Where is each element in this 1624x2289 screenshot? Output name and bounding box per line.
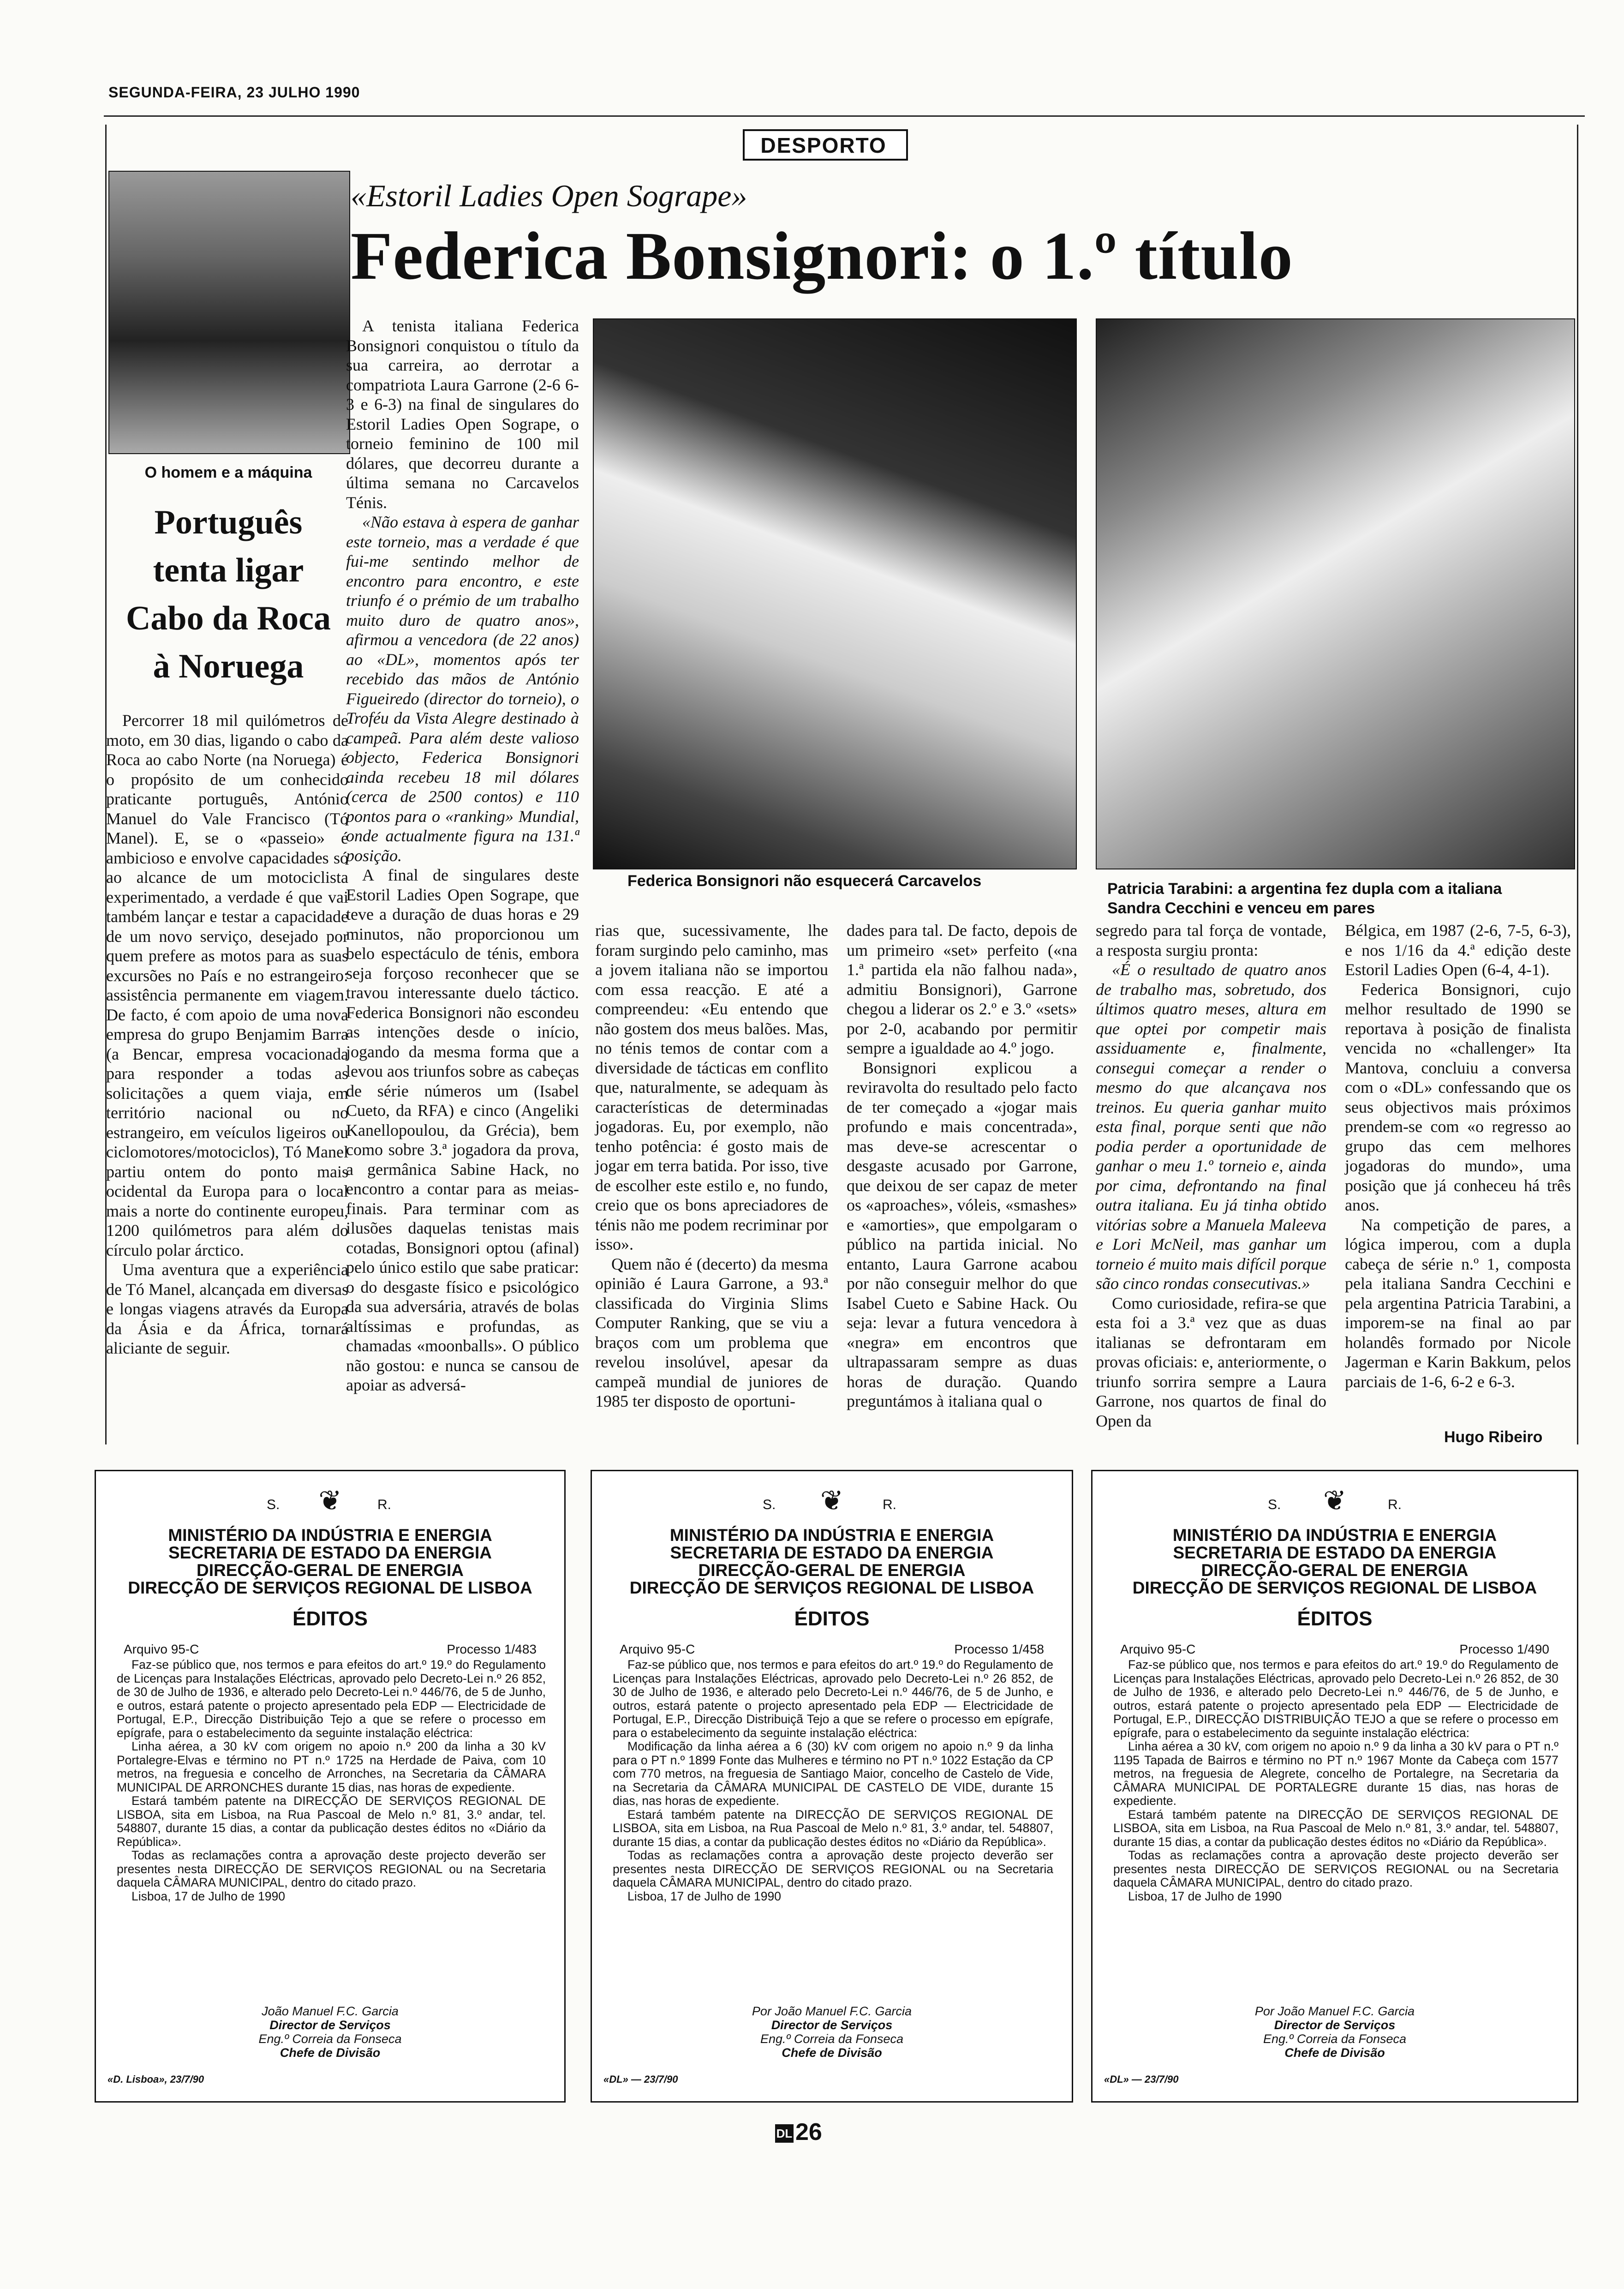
sig-line: Chefe de Divisão: [1284, 2046, 1385, 2060]
ad-reference-row: [1120, 1642, 1549, 1657]
ad-heading-line: MINISTÉRIO DA INDÚSTRIA E ENERGIA: [1172, 1526, 1497, 1545]
paragraph: Como curiosidade, refira-se que esta foi a 3.ª vez que as duas italianas se defrontaram em provas oficiais: e, anteriormente, o triunfo sorrira sempre a Laura Garrone, nos quartos de final do Open da: [1096, 1294, 1326, 1430]
ad-heading-line: DIRECÇÃO-GERAL DE ENERGIA: [1201, 1561, 1469, 1580]
side-story-title: [108, 498, 348, 690]
side-title-line: Português: [154, 503, 303, 541]
paragraph: Quem não é (decerto) da mesma opinião é Laura Garrone, a 93.ª classificada do Virginia Slims Computer Ranking, que se viu a braços com um problema que revelou insolúvel, apesar da campeã mundial de juniores de 1985 ter disposto de oportuni-: [595, 1254, 828, 1410]
sig-line: Eng.º Correia da Fonseca: [1263, 2032, 1407, 2046]
paragraph: Estará também patente na DIRECÇÃO DE SERVIÇOS REGIONAL DE LISBOA, sita em Lisboa, na Rua Pascoal de Melo n.º 81, 3.º andar, tel. 548807, durante 15 dias, a contar da publicação destes éditos no «Diário da República».: [117, 1794, 546, 1849]
ad-r-letter: R.: [1388, 1497, 1402, 1512]
paragraph: segredo para tal força de vontade, a resposta surgiu pronta:: [1096, 921, 1326, 959]
paragraph: Percorrer 18 mil quilómetros de moto, em 30 dias, ligando o cabo da Roca ao cabo Norte (na Noruega) é o propósito de um conhecido praticante português, António Manuel do Vale Francisco (Tó Manel). E, se o «passeio» é ambicioso e envolve capacidades só ao alcance de um motociclista experimentado, a verdade é que vai também lançar e testar a capacidade de um novo serviço, desejado por quem prefere as motos para as suas excursões no País e no estrangeiro: assistência permanente em viagem. De facto, é com apoio de uma nova empresa do grupo Benjamim Barra (a Bencar, empresa vocacionada para responder a todas as solicitações a quem viaja, em território nacional ou no estrangeiro, em veículos ligeiros ou ciclomotores/motociclos), Tó Manel partiu ontem do ponto mais ocidental da Europa para o local mais a norte do continente europeu, 1200 quilómetros para além do círculo polar árctico.: [106, 711, 348, 1259]
paragraph: Todas as reclamações contra a aprovação deste projecto deverão ser presentes nesta DIRECÇÃO DE SERVIÇOS REGIONAL ou na Secretaria daquela CÂMARA MUNICIPAL, dentro do citado prazo.: [1113, 1848, 1558, 1889]
ad-heading-line: SECRETARIA DE ESTADO DA ENERGIA: [168, 1543, 492, 1562]
ad-body: [1113, 1658, 1558, 1903]
ad-date: Lisboa, 17 de Julho de 1990: [1128, 1889, 1282, 1903]
sig-line: Chefe de Divisão: [280, 2046, 381, 2060]
ad-editos-title: ÉDITOS: [292, 1607, 368, 1630]
article-column-2: [595, 921, 828, 1411]
ad-body: [117, 1658, 546, 1903]
ad-arquivo: Arquivo 95-C: [1120, 1642, 1196, 1656]
ad-editos-title: ÉDITOS: [794, 1607, 870, 1630]
paragraph: Faz-se público que, nos termos e para efeitos do art.º 19.º do Regulamento de Licenças para Instalações Eléctricas, aprovado pelo Decreto-Lei n.º 26 852, de 30 de Julho de 1936, e alterado pelo Decreto-Lei n.º 446/76, de 5 de Junho, e outros, estará patente o projecto apresentado pela EDP — Electricidade de Portugal, E.P., DIRECÇÃO DISTRIBUIÇÃO TEJO a que se refere o processo em epígrafe, para o estabelecimento da seguinte instalação eléctrica:: [1113, 1658, 1558, 1740]
ad-heading: [96, 1527, 564, 1597]
article-column-5: [1345, 921, 1571, 1391]
ad-heading-line: DIRECÇÃO DE SERVIÇOS REGIONAL DE LISBOA: [629, 1578, 1034, 1597]
ad-r-letter: R.: [377, 1497, 391, 1512]
ad-date: Lisboa, 17 de Julho de 1990: [627, 1889, 781, 1903]
ad-processo: Processo 1/490: [1459, 1642, 1549, 1656]
ad-signature: [1093, 2004, 1577, 2060]
edict-notice-1: [95, 1470, 566, 2103]
section-label: DESPORTO: [760, 133, 887, 157]
side-story-body: [106, 711, 348, 1358]
side-title-line: Cabo da Roca: [125, 599, 331, 637]
ad-reference-row: [124, 1642, 537, 1657]
coat-of-arms-icon: ❦: [1323, 1485, 1347, 1516]
ad-footer: «D. Lisboa», 23/7/90: [107, 2073, 204, 2085]
sig-line: Director de Serviços: [771, 2018, 893, 2032]
article-column-4: [1096, 921, 1326, 1431]
ad-heading: [1093, 1527, 1577, 1597]
paragraph: rias que, sucessivamente, lhe foram surgindo pelo caminho, mas a jovem italiana não se importou com essa reacção. E até a compreendeu: «Eu entendo que não gostem dos meus balões. Mas, no ténis temos de contar com a diversidade de tácticas em conflito que, naturalmente, se adequam às características de determinadas jogadoras. Eu, por exemplo, não tenho potência: é gosto mais de jogar em terra batida. Por isso, tive de escolher este estilo e, no fundo, creio que os bons apreciadores de ténis não me podem recriminar por isso».: [595, 921, 828, 1253]
paragraph: Bélgica, em 1987 (2-6, 7-5, 6-3), e nos 1/16 da 4.ª edição deste Estoril Ladies Open (6-4, 4-1).: [1345, 921, 1571, 979]
sig-line: Por João Manuel F.C. Garcia: [752, 2004, 912, 2018]
ad-s-letter: S.: [267, 1497, 280, 1512]
motorcycle-photo: [108, 171, 350, 454]
federica-photo-caption: Federica Bonsignori não esquecerá Carcavelos: [627, 872, 982, 890]
edict-notice-2: [591, 1470, 1073, 2103]
paragraph: Linha aérea a 30 kV, com origem no apoio n.º 9 da linha a 30 kV para o PT n.º 1195 Tapada de Bairros e término no PT n.º 1967 Monte da Cabeça com 1577 metros, na freguesia de Alegrete, concelho de Portalegre, na Secretaria da CÂMARA MUNICIPAL DE PORTALEGRE durante 15 dias, nas horas de expediente.: [1113, 1739, 1558, 1808]
sig-line: Eng.º Correia da Fonseca: [258, 2032, 402, 2046]
ad-date: Lisboa, 17 de Julho de 1990: [131, 1889, 285, 1903]
paragraph: Uma aventura que a experiência de Tó Manel, alcançada em diversas e longas viagens através da Europa da Ásia e da África, tornará aliciante de seguir.: [106, 1260, 348, 1357]
article-byline: Hugo Ribeiro: [1444, 1428, 1543, 1446]
paragraph: Faz-se público que, nos termos e para efeitos do art.º 19.º do Regulamento de Licenças para Instalações Eléctricas, aprovado pelo Decreto-Lei n.º 26 852, de 30 de Julho de 1936, e alterado pelo Decreto-Lei n.º 446/76, de 5 de Junho, e outros, estará patente o projecto apresentado pela EDP — Electricidade de Portugal, E.P., Direcção Distribuição Tejo a que se refere o processo em epígrafe, para o estabelecimento da seguinte instalação eléctrica:: [117, 1658, 546, 1740]
ad-r-letter: R.: [883, 1497, 896, 1512]
ad-heading-line: MINISTÉRIO DA INDÚSTRIA E ENERGIA: [168, 1526, 492, 1545]
patricia-photo-caption: [1107, 879, 1573, 918]
ad-arquivo: Arquivo 95-C: [124, 1642, 199, 1656]
federica-photo: [593, 318, 1077, 869]
paragraph: A tenista italiana Federica Bonsignori conquistou o título da sua carreira, ao derrotar a compatriota Laura Garrone (2-6 6-3 e 6-3) na final de singulares do Estoril Ladies Open Sogrape, o torneio feminino de 100 mil dólares, que decorreu durante a última semana no Carcavelos Ténis.: [346, 317, 579, 512]
ad-heading-line: DIRECÇÃO DE SERVIÇOS REGIONAL DE LISBOA: [128, 1578, 532, 1597]
ad-signature: [96, 2004, 564, 2060]
article-kicker: «Estoril Ladies Open Sogrape»: [351, 178, 747, 213]
paragraph: Faz-se público que, nos termos e para efeitos do art.º 19.º do Regulamento de Licenças para Instalações Eléctricas, aprovado pelo Decreto-Lei n.º 26 852, de 30 de Julho de 1936, e alterado pelo Decreto-Lei n.º 446/76, de 5 de Junho, e outros, estará patente o projecto apresentado pela EDP — Electricidade de Portugal, E.P., Direcção Distribuiçã Tejo a que se refere o processo em epígrafe, para o estabelecimento da seguinte instalação eléctrica:: [613, 1658, 1053, 1740]
page-number-value: 26: [795, 2119, 822, 2145]
paragraph: A final de singulares deste Estoril Ladies Open Sogrape, que teve a duração de duas horas e 29 minutos, não proporcionou um belo espectáculo de ténis, embora seja forçoso reconhecer que se travou interessante duelo táctico. Federica Bonsignori não escondeu as intenções desde o início, jogando da mesma forma que a levou aos triunfos sobre as cabeças de série números um (Isabel Cueto, da RFA) e cinco (Angeliki Kanellopoulou, da Grécia), bem como sobre 3.ª jogadora da prova, a germânica Sabine Hack, no encontro a contar para as meias-finais. Para terminar com as ilusões daquelas tenistas mais cotadas, Bonsignori optou (afinal) pelo único estilo que sabe praticar: o do desgaste físico e psicológico da sua adversária, através de bolas altíssimas e profundas, as chamadas «moonballs». O público não gostou: e nunca se cansou de apoiar as adversá-: [346, 866, 579, 1394]
paragraph: dades para tal. De facto, depois de um primeiro «set» perfeito («na 1.ª partida ela não falhou nada», admitiu Bonsignori), Garrone chegou a liderar os 2.º e 3.º «sets» por 2-0, acabando por permitir sempre a igualdade ao 4.º jogo.: [847, 921, 1077, 1057]
ad-s-letter: S.: [763, 1497, 776, 1512]
sig-line: Chefe de Divisão: [782, 2046, 882, 2060]
article-headline: Federica Bonsignori: o 1.º título: [351, 218, 1293, 294]
patricia-photo: [1096, 318, 1575, 869]
side-title-line: à Noruega: [153, 647, 304, 685]
article-column-1: [346, 316, 579, 1395]
ad-heading-line: SECRETARIA DE ESTADO DA ENERGIA: [1173, 1543, 1497, 1562]
ad-reference-row: [620, 1642, 1044, 1657]
caption-line: Patricia Tarabini: a argentina fez dupla com a italiana: [1107, 880, 1502, 898]
ad-heading-line: DIRECÇÃO DE SERVIÇOS REGIONAL DE LISBOA: [1132, 1578, 1537, 1597]
newspaper-logo: DL: [775, 2124, 794, 2143]
article-column-3: [847, 921, 1077, 1411]
frame-right-rule: [1577, 125, 1578, 1444]
paragraph: Estará também patente na DIRECÇÃO DE SERVIÇOS REGIONAL DE LISBOA, sita em Lisboa, na Rua Pascoal de Melo n.º 81, 3.º andar, tel. 548807, durante 15 dias, a contar da publicação destes éditos no «Diário da República».: [613, 1807, 1053, 1849]
sig-line: Por João Manuel F.C. Garcia: [1254, 2004, 1415, 2018]
coat-of-arms-icon: ❦: [318, 1485, 342, 1516]
page-number: [775, 2118, 822, 2146]
sig-line: João Manuel F.C. Garcia: [262, 2004, 399, 2018]
ad-heading-line: SECRETARIA DE ESTADO DA ENERGIA: [670, 1543, 994, 1562]
paragraph: Modificação da linha aérea a 6 (30) kV com origem no apoio n.º 9 da linha para o PT n.º 1899 Fonte das Mulheres e término no PT n.º 1022 Estação da CP com 770 metros, na freguesia de Santiago Maior, concelho de Castelo de Vide, na Secretaria da CÂMARA MUNICIPAL DE CASTELO DE VIDE, durante 15 dias, nas horas de expediente.: [613, 1739, 1053, 1808]
ad-processo: Processo 1/458: [954, 1642, 1044, 1656]
ad-editos-title: ÉDITOS: [1297, 1607, 1373, 1630]
paragraph: Todas as reclamações contra a aprovação deste projecto deverão ser presentes nesta DIRECÇÃO DE SERVIÇOS REGIONAL ou na Secretaria daquela CÂMARA MUNICIPAL, dentro do citado prazo.: [613, 1848, 1053, 1889]
ad-heading-line: MINISTÉRIO DA INDÚSTRIA E ENERGIA: [669, 1526, 994, 1545]
sig-line: Director de Serviços: [269, 2018, 391, 2032]
paragraph: Estará também patente na DIRECÇÃO DE SERVIÇOS REGIONAL DE LISBOA, sita em Lisboa, na Rua Pascoal de Melo n.º 81, 3.º andar, tel. 548807, durante 15 dias, a contar da publicação destes éditos no «Diário da República».: [1113, 1807, 1558, 1849]
motorcycle-photo-caption: O homem e a máquina: [144, 464, 312, 481]
ad-heading: [592, 1527, 1072, 1597]
ad-processo: Processo 1/483: [447, 1642, 537, 1656]
ad-body: [613, 1658, 1053, 1903]
ad-footer: «DL» — 23/7/90: [1104, 2073, 1179, 2085]
ad-heading-line: DIRECÇÃO-GERAL DE ENERGIA: [698, 1561, 966, 1580]
ad-arquivo: Arquivo 95-C: [620, 1642, 695, 1656]
paragraph: Na competição de pares, a lógica imperou, com a dupla cabeça de série n.º 1, composta pela italiana Sandra Cecchini e pela argentina Patricia Tarabini, a imporem-se na final ao par holandês formado por Nicole Jagerman e Karin Bakkum, pelos parciais de 1-6, 6-2 e 6-3.: [1345, 1215, 1571, 1391]
coat-of-arms-icon: ❦: [820, 1485, 844, 1516]
sig-line: Director de Serviços: [1274, 2018, 1396, 2032]
paragraph: Bonsignori explicou a reviravolta do resultado pelo facto de ter começado a «jogar mais profundo e mais concentrada», mas deve-se acrescentar o desgaste acusado por Garrone, que deixou de ser capaz de meter os «aproaches», vóleis, «smashes» e «amorties», que empolgaram o público na partida inicial. No entanto, Laura Garrone acabou por não conseguir melhor do que Isabel Cueto e Sabine Hack. Ou seja: levar a futura vencedora à «negra» em encontros que ultrapassaram sempre as duas horas de duração. Quando preguntámos à italiana qual o: [847, 1058, 1077, 1410]
caption-line: Sandra Cecchini e venceu em pares: [1107, 899, 1375, 917]
paragraph: Federica Bonsignori, cujo melhor resultado de 1990 se reportava à posição de finalista vencida no «challenger» Ita Mantova, concluiu a conversa com o «DL» confessando que os seus objectivos mais próximos prendem-se com «o regresso ao grupo das cem melhores jogadoras do mundo», uma posição que já conheceu há três anos.: [1345, 980, 1571, 1214]
side-title-line: tenta ligar: [153, 551, 304, 589]
paragraph: Todas as reclamações contra a aprovação deste projecto deverão ser presentes nesta DIRECÇÃO DE SERVIÇOS REGIONAL ou na Secretaria daquela CÂMARA MUNICIPAL, dentro do citado prazo.: [117, 1848, 546, 1889]
ad-signature: [592, 2004, 1072, 2060]
paragraph: «Não estava à espera de ganhar este torneio, mas a verdade é que fui-me sentindo melhor de encontro para encontro, e este triunfo é o prémio de um trabalho muito duro de quatro anos», afirmou a vencedora (de 22 anos) ao «DL», momentos após ter recebido das mãos de António Figueiredo (director do torneio), o Troféu da Vista Alegre destinado à campeã. Para além deste valioso objecto, Federica Bonsignori ainda recebeu 18 mil dólares (cerca de 2500 contos) e 110 pontos para o «ranking» Mundial, onde actualmente figura na 131.ª posição.: [346, 513, 579, 865]
ad-footer: «DL» — 23/7/90: [603, 2073, 678, 2085]
paragraph: Linha aérea, a 30 kV com origem no apoio n.º 200 da linha a 30 kV Portalegre-Elvas e término no PT n.º 1725 na Herdade de Paiva, com 10 metros, na freguesia e concelho de Arronches, na Secretaria da CÂMARA MUNICIPAL DE ARRONCHES durante 15 dias, nas horas de expediente.: [117, 1739, 546, 1794]
paragraph: «É o resultado de quatro anos de trabalho mas, sobretudo, dos últimos quatro meses, altura em que optei por competir mais assiduamente e, finalmente, consegui começar a render o mesmo do que alcançava nos treinos. Eu queria ganhar muito esta final, porque senti que não podia perder a oportunidade de ganhar o meu 1.º torneio e, ainda por cima, defrontando na final outra italiana. Eu já tinha obtido vitórias sobre a Manuela Maleeva e Lori McNeil, mas ganhar um torneio é muito mais difícil porque são cinco rondas consecutivas.»: [1096, 960, 1326, 1293]
ad-heading-line: DIRECÇÃO-GERAL DE ENERGIA: [196, 1561, 464, 1580]
page-date: SEGUNDA-FEIRA, 23 JULHO 1990: [108, 84, 360, 101]
sig-line: Eng.º Correia da Fonseca: [760, 2032, 904, 2046]
top-rule: [104, 115, 1585, 117]
ad-s-letter: S.: [1268, 1497, 1281, 1512]
edict-notice-3: [1091, 1470, 1578, 2103]
